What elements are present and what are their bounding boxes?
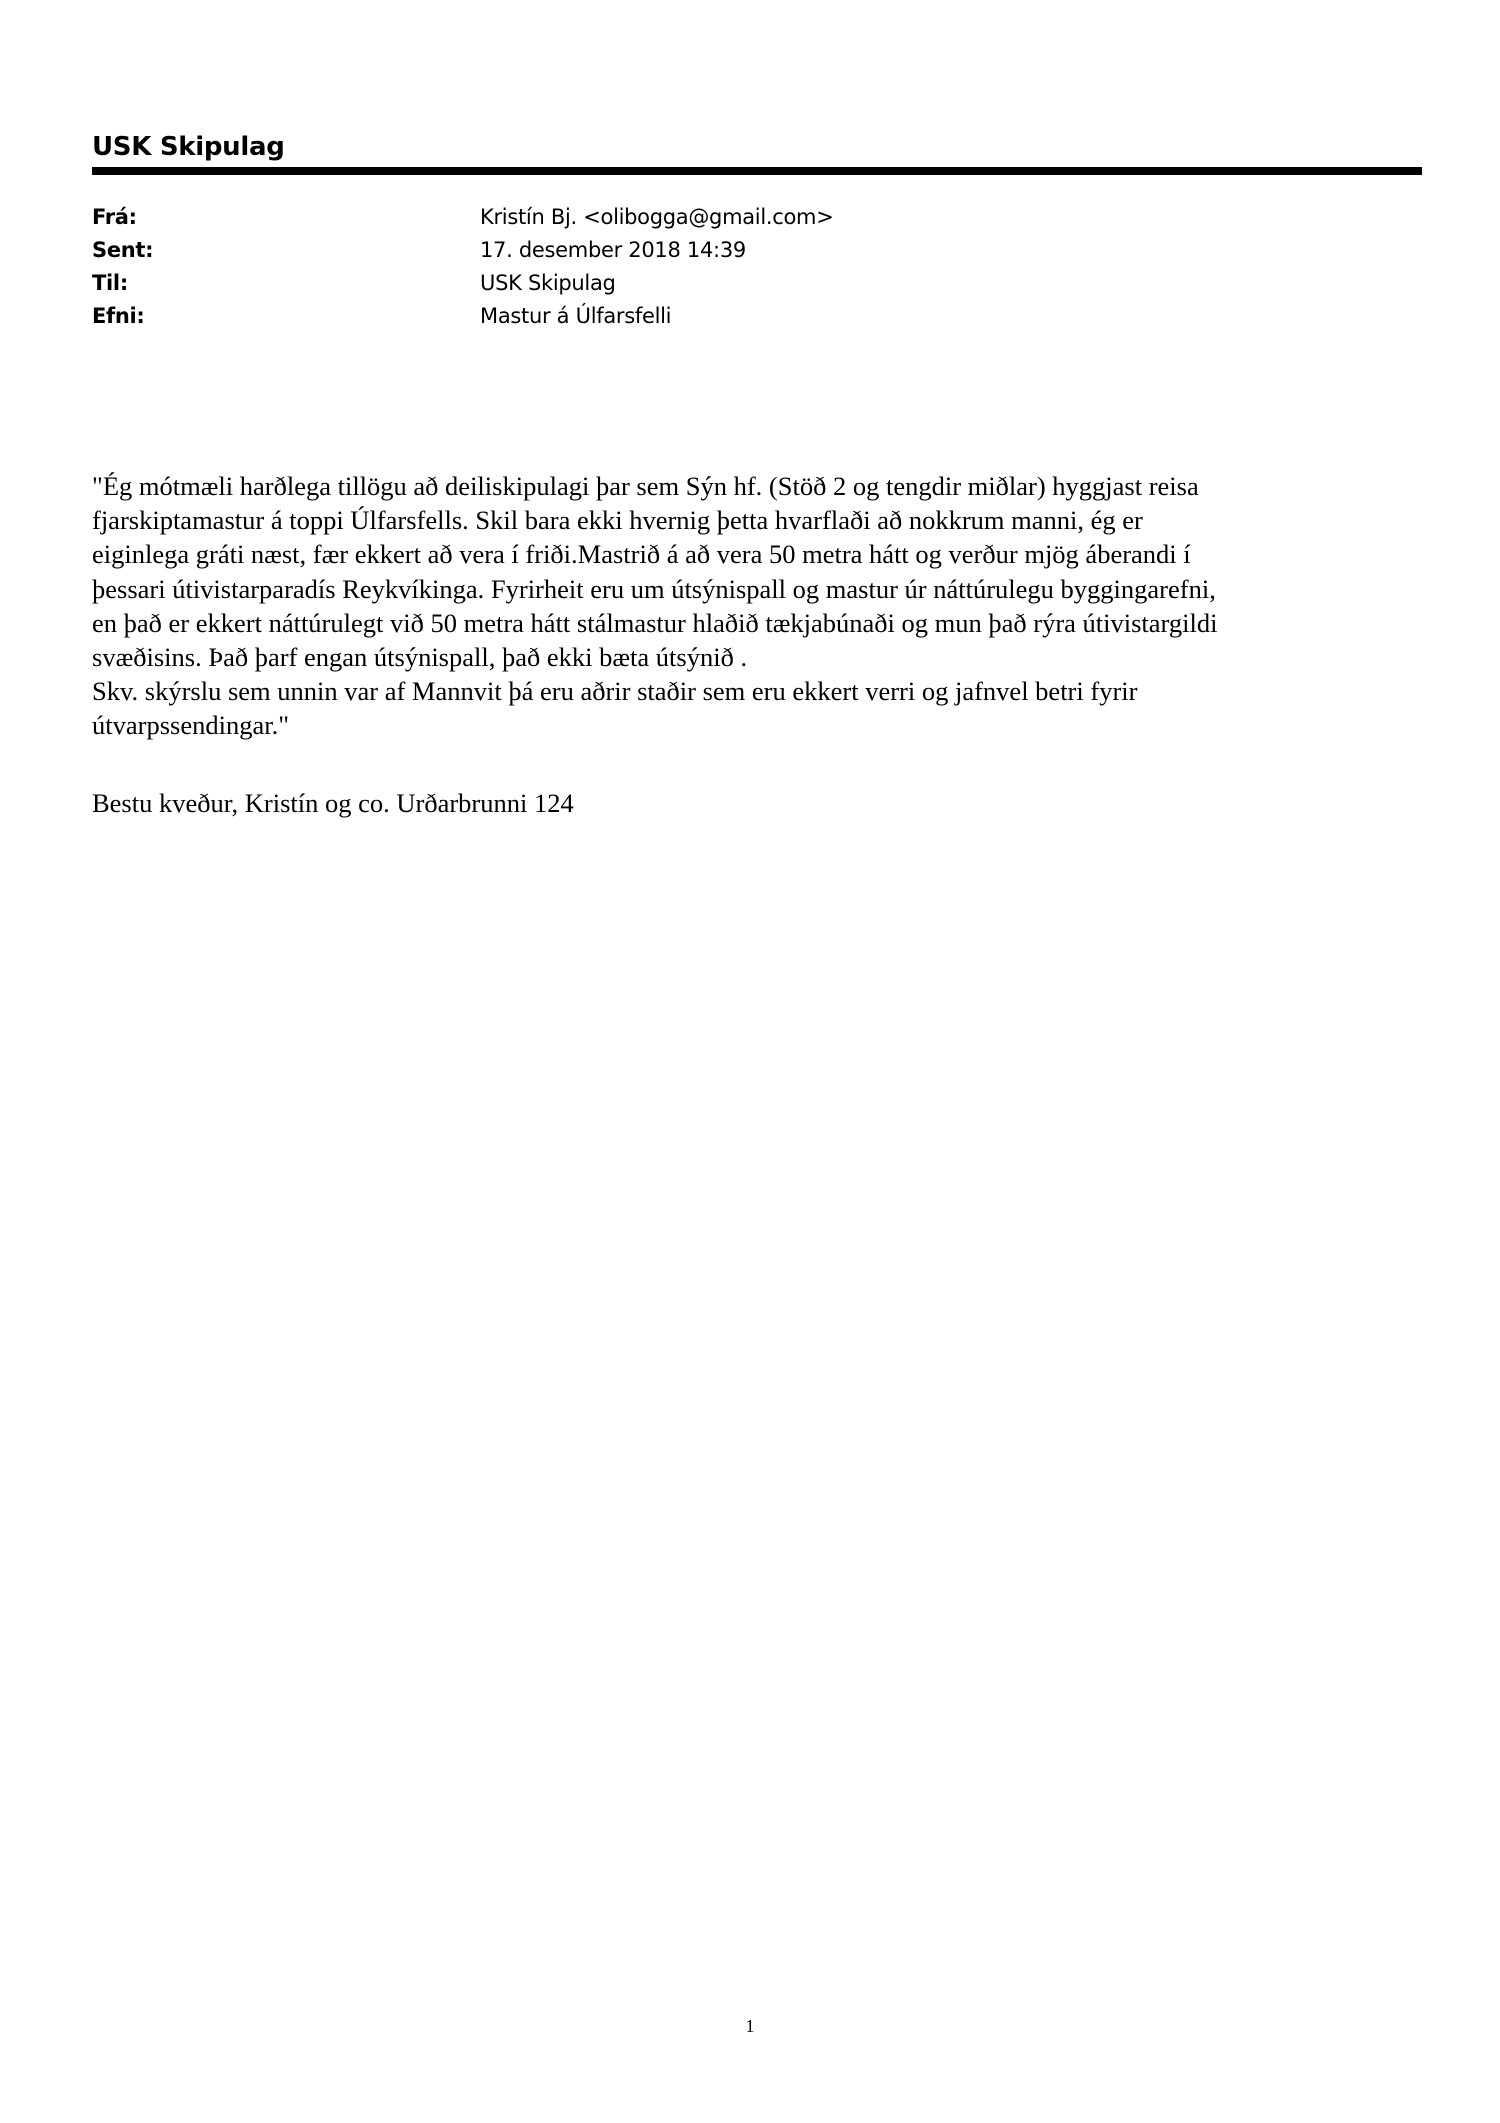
header-value-subject: Mastur á Úlfarsfelli xyxy=(480,304,672,328)
title-divider xyxy=(92,167,1422,175)
header-label-to: Til: xyxy=(92,271,128,295)
mailbox-title: USK Skipulag xyxy=(92,132,285,162)
header-value-to: USK Skipulag xyxy=(480,271,616,295)
body-line: Skv. skýrslu sem unnin var af Mannvit þá eru aðrir staðir sem eru ekkert verri og jafnvel betri fyrir xyxy=(92,676,1138,707)
body-line: eiginlega gráti næst, fær ekkert að vera í friði.Mastrið á að vera 50 metra hátt og verður mjög áberandi í xyxy=(92,539,1191,570)
body-line: svæðisins. Það þarf engan útsýnispall, það ekki bæta útsýnið . xyxy=(92,642,748,673)
email-body xyxy=(92,469,1422,743)
header-row-sent xyxy=(92,234,1092,267)
body-line: útvarpssendingar." xyxy=(92,710,290,741)
email-signature: Bestu kveður, Kristín og co. Urðarbrunni 124 xyxy=(92,788,574,818)
header-label-sent: Sent: xyxy=(92,238,154,262)
page-number: 1 xyxy=(745,2016,755,2036)
body-line: "Ég mótmæli harðlega tillögu að deiliskipulagi þar sem Sýn hf. (Stöð 2 og tengdir miðlar) hyggjast reisa xyxy=(92,471,1199,501)
body-line: en það er ekkert náttúrulegt við 50 metra hátt stálmastur hlaðið tækjabúnaði og mun það rýra útivistargildi xyxy=(92,607,1218,638)
header-row-to xyxy=(92,267,1092,300)
body-line: fjarskiptamastur á toppi Úlfarsfells. Skil bara ekki hvernig þetta hvarflaði að nokkrum manni, ég er xyxy=(92,505,1143,536)
header-value-from: Kristín Bj. <olibogga@gmail.com> xyxy=(480,205,834,229)
email-header-table xyxy=(92,201,1092,333)
header-label-from: Frá: xyxy=(92,205,137,229)
header-row-subject xyxy=(92,300,1092,333)
body-line: þessari útivistarparadís Reykvíkinga. Fyrirheit eru um útsýnispall og mastur úr náttúrulegu byggingarefni, xyxy=(92,573,1216,604)
header-label-subject: Efni: xyxy=(92,304,145,328)
header-value-sent: 17. desember 2018 14:39 xyxy=(480,238,746,262)
header-row-from xyxy=(92,201,1092,234)
